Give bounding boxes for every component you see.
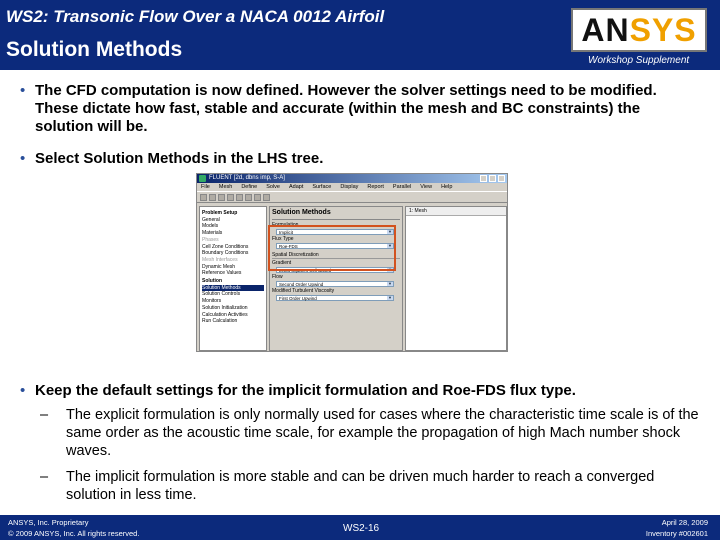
spatial-discretization-label: Spatial Discretization [272,252,400,259]
bullet-icon: • [20,82,26,99]
tree-item[interactable]: Run Calculation [202,318,238,325]
flow-label: Flow [272,274,283,280]
tree-item[interactable]: General [202,216,220,223]
formulation-value: Implicit [279,230,294,235]
menu-display[interactable]: Display [340,184,359,190]
logo-text: ANSYS [581,11,697,48]
menu-help[interactable]: Help [441,184,453,190]
slide-footer [0,515,720,540]
menu-parallel[interactable]: Parallel [392,184,412,190]
chevron-down-icon: ▼ [388,229,392,234]
ansys-logo [571,8,707,52]
flow-select[interactable] [276,281,394,287]
tree-item[interactable]: Solution Initialization [202,304,248,311]
bullet-icon: • [20,382,26,399]
subbullet-text: The implicit formulation is more stable and can be driven much harder to reach a converged solution in less time. [66,469,655,503]
panel-title: Solution Methods [272,209,400,220]
graphics-window[interactable] [405,206,507,351]
tree-item[interactable]: Boundary Conditions [202,250,249,257]
footer-company: ANSYS, Inc. Proprietary [8,518,89,527]
chevron-down-icon: ▼ [388,281,392,286]
window-titlebar [197,174,507,183]
modified-turbulent-viscosity-select[interactable] [276,295,394,301]
graphics-window-select[interactable]: 1: Mesh [406,207,506,216]
subbullet-1 [40,406,700,460]
footer-date: April 28, 2009 [661,518,708,527]
bullet-text: Select Solution Methods in the LHS tree. [35,150,324,167]
bullet-text: The CFD computation is now defined. However the solver settings need to be modified. These dictate how fast, stable and accurate (within the mesh and BC constraints) the solution will be. [35,82,657,135]
toolbar [197,191,507,203]
subbullet-2 [40,468,700,504]
footer-page-number: WS2-16 [343,523,380,534]
tree-item[interactable]: Phases [202,236,219,243]
fit-icon[interactable] [254,194,261,201]
tree-item[interactable]: Cell Zone Conditions [202,243,249,250]
menu-define[interactable]: Define [241,184,258,190]
workshop-label: Workshop Supplement [588,55,690,66]
chevron-down-icon: ▼ [388,295,392,300]
menu-report[interactable]: Report [367,184,384,190]
menu-surface[interactable]: Surface [312,184,332,190]
tree-item[interactable]: Monitors [202,298,222,305]
tree-header-solution: Solution [202,278,222,285]
flux-type-value: Roe-FDS [279,244,298,249]
gradient-label: Gradient [272,260,292,266]
bullet-1 [20,82,700,136]
menu-mesh[interactable]: Mesh [218,184,233,190]
dash-icon: – [40,407,49,423]
tree-header-problem-setup: Problem Setup [202,210,238,216]
tree-item[interactable]: Mesh Interfaces [202,256,238,263]
flow-value: Second Order Upwind [279,282,324,287]
footer-inventory: Inventory #002601 [645,529,708,538]
chevron-down-icon: ▼ [388,267,392,272]
modified-turbulent-viscosity-value: First Order Upwind [279,296,317,301]
open-icon[interactable] [200,194,207,201]
close-icon[interactable] [498,175,505,182]
bullet-3 [20,382,710,400]
chevron-down-icon: ▼ [388,243,392,248]
subbullet-text: The explicit formulation is only normally used for cases where the characteristic time scale is of the same order as the acoustic time scale, for example the propagation of high Mach number shock waves. [66,407,699,459]
flux-type-label: Flux Type [272,236,294,242]
slide-title: WS2: Transonic Flow Over a NACA 0012 Airfoil [6,7,385,26]
translate-icon[interactable] [236,194,243,201]
dash-icon: – [40,469,49,485]
zoom-icon[interactable] [245,194,252,201]
bullet-2 [20,150,700,168]
tree-item[interactable]: Models [202,223,219,230]
slide-header [0,0,720,70]
bullet-icon: • [20,150,26,167]
menu-bar [197,183,507,191]
tree-item[interactable]: Dynamic Mesh [202,263,236,270]
minimize-icon[interactable] [480,175,487,182]
tree-item[interactable]: Calculation Activities [202,311,248,318]
highlight-frame [268,225,396,271]
tree-item-solution-methods[interactable]: Solution Methods [202,285,264,292]
probe-icon[interactable] [263,194,270,201]
tree-item[interactable]: Solution Controls [202,291,241,298]
menu-adapt[interactable]: Adapt [289,184,304,190]
slide-subtitle: Solution Methods [6,38,183,61]
rotate-icon[interactable] [227,194,234,201]
menu-view[interactable]: View [420,184,433,190]
navigation-tree [199,206,267,351]
window-title: FLUENT [2d, dbns imp, S-A] [209,175,285,181]
formulation-label: Formulation [272,222,299,228]
save-icon[interactable] [209,194,216,201]
gradient-value: Least Squares Cell Based [279,268,332,273]
app-icon [199,175,206,182]
footer-copyright: © 2009 ANSYS, Inc. All rights reserved. [8,529,140,538]
bullet-text: Keep the default settings for the implicit formulation and Roe-FDS flux type. [35,382,576,399]
maximize-icon[interactable] [489,175,496,182]
modified-turbulent-viscosity-label: Modified Turbulent Viscosity [272,288,335,294]
tree-item[interactable]: Reference Values [202,270,242,277]
menu-solve[interactable]: Solve [266,184,280,190]
print-icon[interactable] [218,194,225,201]
menu-file[interactable]: File [201,184,210,190]
tree-item[interactable]: Materials [202,230,223,237]
